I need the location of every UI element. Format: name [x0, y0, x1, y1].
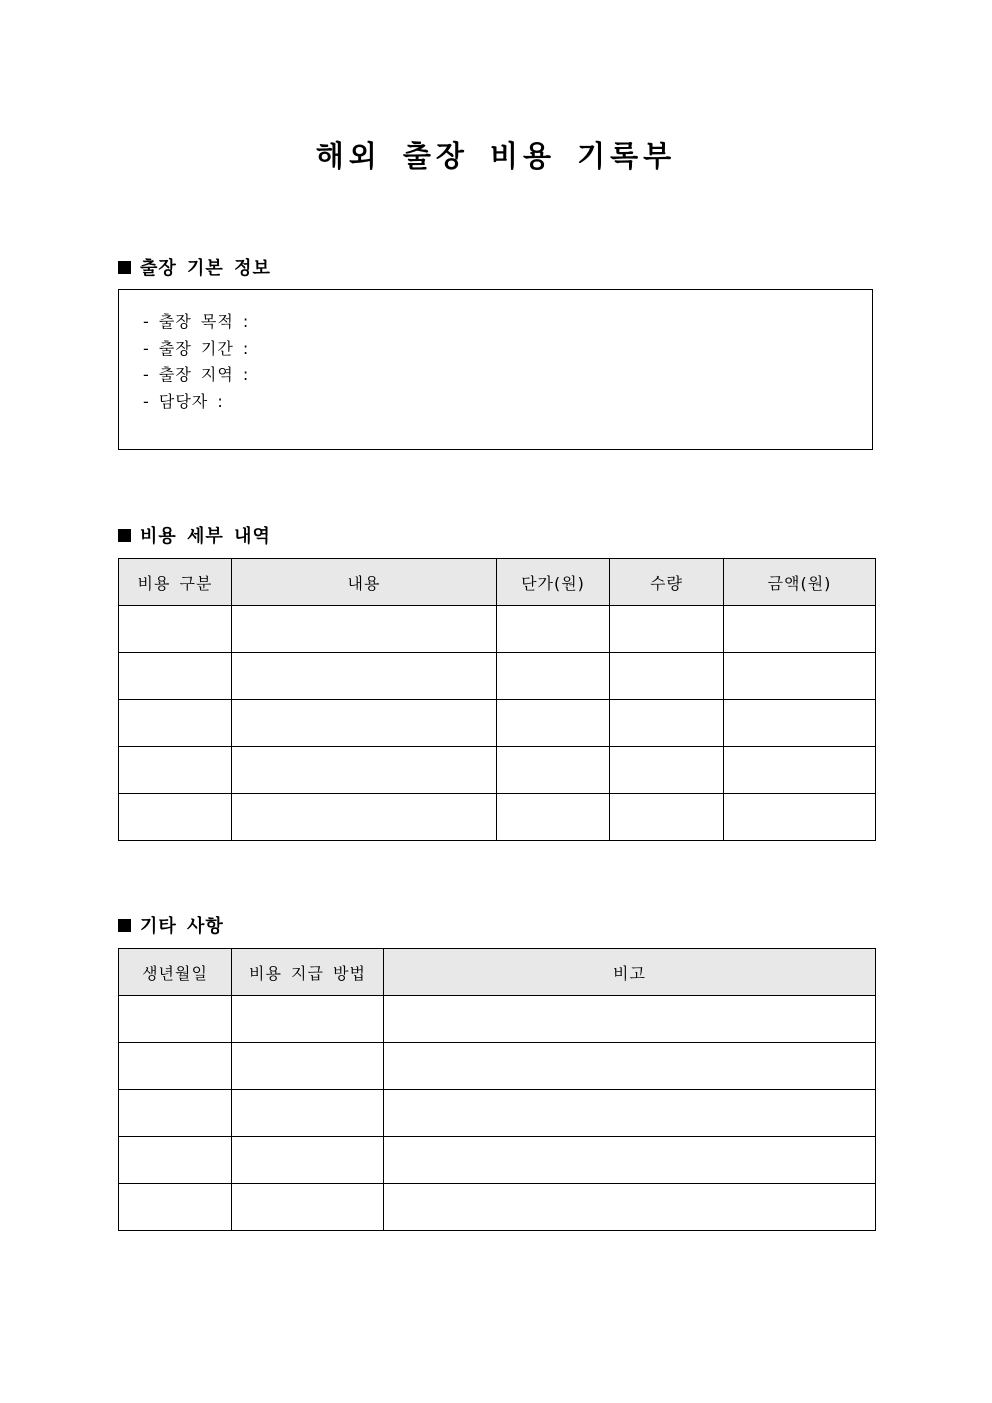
table-cell[interactable] [119, 653, 232, 700]
table-cell[interactable] [497, 700, 610, 747]
table-cell[interactable] [232, 996, 384, 1043]
table-cell[interactable] [232, 1090, 384, 1137]
section-heading-cost-details [118, 522, 271, 548]
column-header-unit-price: 단가(원) [497, 559, 610, 606]
table-cell[interactable] [724, 653, 876, 700]
info-line-person-in-charge: - 담당자 : [143, 391, 224, 411]
table-header-row [119, 559, 876, 606]
table-row [119, 996, 876, 1043]
table-cell[interactable] [610, 794, 724, 841]
column-header-payment-method: 비용 지급 방법 [232, 949, 384, 996]
table-cell[interactable] [119, 1184, 232, 1231]
table-cell[interactable] [119, 996, 232, 1043]
table-cell[interactable] [610, 653, 724, 700]
table-cell[interactable] [724, 794, 876, 841]
square-bullet-icon [118, 919, 131, 932]
section-heading-basic-info [118, 254, 271, 280]
column-header-description: 내용 [232, 559, 497, 606]
square-bullet-icon [118, 529, 131, 542]
table-cell[interactable] [232, 1184, 384, 1231]
table-row [119, 1184, 876, 1231]
table-cell[interactable] [384, 1184, 876, 1231]
table-row [119, 653, 876, 700]
table-cell[interactable] [497, 606, 610, 653]
table-cell[interactable] [724, 747, 876, 794]
info-line-purpose: - 출장 목적 : [143, 312, 250, 331]
table-cell[interactable] [232, 747, 497, 794]
table-cell[interactable] [119, 794, 232, 841]
table-cell[interactable] [119, 1090, 232, 1137]
table-row [119, 1090, 876, 1137]
table-cell[interactable] [384, 1043, 876, 1090]
table-cell[interactable] [724, 606, 876, 653]
section-heading-label: 비용 세부 내역 [140, 526, 271, 547]
table-cell[interactable] [232, 700, 497, 747]
table-cell[interactable] [232, 606, 497, 653]
table-row [119, 1043, 876, 1090]
table-cell[interactable] [232, 794, 497, 841]
section-heading-label: 출장 기본 정보 [140, 258, 271, 279]
table-cell[interactable] [610, 747, 724, 794]
column-header-birth-date: 생년월일 [119, 949, 232, 996]
table-cell[interactable] [119, 700, 232, 747]
table-cell[interactable] [497, 794, 610, 841]
table-cell[interactable] [232, 1137, 384, 1184]
cost-details-table [118, 558, 876, 841]
table-cell[interactable] [497, 747, 610, 794]
table-cell[interactable] [232, 653, 497, 700]
table-row [119, 747, 876, 794]
other-notes-table [118, 948, 876, 1231]
info-line-region: - 출장 지역 : [143, 365, 250, 384]
info-line-period: - 출장 기간 : [143, 338, 250, 358]
table-cell[interactable] [497, 653, 610, 700]
table-cell[interactable] [232, 1043, 384, 1090]
table-cell[interactable] [119, 747, 232, 794]
basic-info-box [118, 289, 873, 450]
column-header-quantity: 수량 [610, 559, 724, 606]
section-heading-label: 기타 사항 [140, 916, 224, 937]
table-cell[interactable] [384, 996, 876, 1043]
table-row [119, 794, 876, 841]
table-cell[interactable] [119, 1043, 232, 1090]
section-heading-other-notes [118, 912, 224, 938]
table-row [119, 700, 876, 747]
table-cell[interactable] [610, 700, 724, 747]
column-header-remarks: 비고 [384, 949, 876, 996]
table-cell[interactable] [119, 1137, 232, 1184]
table-cell[interactable] [384, 1137, 876, 1184]
table-row [119, 606, 876, 653]
column-header-category: 비용 구분 [119, 559, 232, 606]
square-bullet-icon [118, 261, 131, 274]
table-cell[interactable] [384, 1090, 876, 1137]
table-cell[interactable] [724, 700, 876, 747]
table-cell[interactable] [610, 606, 724, 653]
column-header-amount: 금액(원) [724, 559, 876, 606]
table-cell[interactable] [119, 606, 232, 653]
table-header-row [119, 949, 876, 996]
table-row [119, 1137, 876, 1184]
document-title: 해외 출장 비용 기록부 [315, 139, 677, 173]
